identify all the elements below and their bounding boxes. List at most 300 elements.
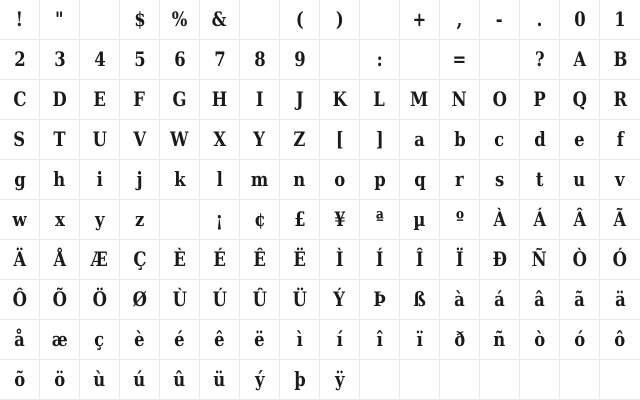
glyph-cell[interactable] — [240, 40, 280, 80]
glyph-cell[interactable] — [80, 0, 120, 40]
glyph-cell[interactable] — [160, 360, 200, 400]
glyph-character: ç — [94, 326, 105, 351]
glyph-cell[interactable] — [160, 320, 200, 360]
glyph-cell[interactable] — [40, 360, 80, 400]
glyph-cell[interactable] — [280, 40, 320, 80]
glyph-cell[interactable] — [80, 120, 120, 160]
glyph-character: Y — [253, 126, 266, 151]
glyph-cell[interactable] — [520, 240, 560, 280]
glyph-character: L — [373, 86, 386, 111]
glyph-character: ! — [15, 6, 24, 31]
glyph-character: Ú — [212, 286, 227, 311]
glyph-cell[interactable] — [600, 0, 640, 40]
glyph-character: ß — [413, 286, 426, 311]
glyph-cell[interactable] — [400, 280, 440, 320]
glyph-character: û — [173, 366, 186, 391]
glyph-cell[interactable] — [440, 360, 480, 400]
glyph-character: À — [493, 206, 506, 231]
glyph-character: ] — [375, 126, 384, 151]
glyph-cell[interactable] — [520, 200, 560, 240]
glyph-cell[interactable] — [80, 280, 120, 320]
glyph-character: T — [53, 126, 66, 151]
glyph-cell[interactable] — [320, 0, 360, 40]
glyph-cell[interactable] — [520, 0, 560, 40]
glyph-character: ä — [614, 286, 626, 311]
glyph-cell[interactable] — [560, 200, 600, 240]
glyph-character: I — [255, 86, 264, 111]
glyph-character: í — [336, 326, 343, 351]
glyph-cell[interactable] — [440, 200, 480, 240]
glyph-character: B — [613, 46, 627, 71]
glyph-character: e — [574, 126, 585, 151]
glyph-cell[interactable] — [0, 200, 40, 240]
glyph-character: ) — [335, 6, 344, 31]
glyph-cell[interactable] — [160, 80, 200, 120]
glyph-cell[interactable] — [80, 200, 120, 240]
glyph-cell[interactable] — [280, 240, 320, 280]
glyph-cell[interactable] — [80, 320, 120, 360]
glyph-character: ì — [296, 326, 303, 351]
glyph-character: D — [52, 86, 67, 111]
glyph-character: $ — [133, 6, 146, 31]
glyph-character: ý — [254, 366, 265, 391]
glyph-cell[interactable] — [560, 160, 600, 200]
glyph-character: " — [55, 6, 64, 31]
glyph-character: Å — [53, 246, 66, 271]
glyph-cell[interactable] — [240, 160, 280, 200]
glyph-character: Ñ — [532, 246, 547, 271]
glyph-cell[interactable] — [280, 0, 320, 40]
glyph-character: ë — [254, 326, 265, 351]
glyph-cell[interactable] — [200, 160, 240, 200]
glyph-character: x — [54, 206, 65, 231]
glyph-character: ? — [534, 46, 545, 71]
glyph-cell[interactable] — [520, 320, 560, 360]
glyph-cell[interactable] — [40, 0, 80, 40]
glyph-cell[interactable] — [360, 280, 400, 320]
glyph-cell[interactable] — [80, 360, 120, 400]
glyph-character: Ó — [612, 246, 628, 271]
glyph-cell[interactable] — [440, 120, 480, 160]
glyph-character: 4 — [93, 46, 106, 71]
glyph-cell[interactable] — [440, 40, 480, 80]
glyph-character: Ù — [172, 286, 187, 311]
glyph-cell[interactable] — [240, 120, 280, 160]
glyph-character: w — [12, 206, 27, 231]
glyph-cell[interactable] — [200, 280, 240, 320]
glyph-cell[interactable] — [240, 200, 280, 240]
glyph-cell[interactable] — [360, 120, 400, 160]
glyph-character: Æ — [91, 246, 108, 271]
glyph-cell[interactable] — [440, 160, 480, 200]
glyph-character: î — [376, 326, 383, 351]
glyph-character: = — [452, 46, 467, 71]
glyph-cell[interactable] — [560, 40, 600, 80]
glyph-cell[interactable] — [360, 360, 400, 400]
glyph-cell[interactable] — [360, 0, 400, 40]
glyph-character: Õ — [52, 286, 67, 311]
glyph-character: [ — [335, 126, 344, 151]
glyph-character: Û — [252, 286, 267, 311]
glyph-cell[interactable] — [160, 0, 200, 40]
glyph-cell[interactable] — [480, 360, 520, 400]
glyph-character: É — [213, 246, 226, 271]
glyph-cell[interactable] — [320, 160, 360, 200]
glyph-cell[interactable] — [0, 80, 40, 120]
glyph-cell[interactable] — [480, 160, 520, 200]
glyph-cell[interactable] — [440, 320, 480, 360]
glyph-character: g — [13, 166, 26, 191]
glyph-character: 2 — [13, 46, 26, 71]
glyph-character: Ð — [492, 246, 507, 271]
glyph-character: % — [171, 6, 188, 31]
glyph-cell[interactable] — [280, 320, 320, 360]
glyph-cell[interactable] — [40, 240, 80, 280]
glyph-cell[interactable] — [280, 80, 320, 120]
glyph-cell[interactable] — [200, 80, 240, 120]
glyph-cell[interactable] — [280, 280, 320, 320]
glyph-character: i — [96, 166, 103, 191]
glyph-character: ù — [93, 366, 106, 391]
glyph-cell[interactable] — [440, 240, 480, 280]
glyph-character: - — [496, 6, 503, 31]
glyph-character: ª — [375, 206, 384, 231]
glyph-cell[interactable] — [80, 160, 120, 200]
glyph-cell[interactable] — [480, 200, 520, 240]
glyph-character: t — [535, 166, 544, 191]
glyph-cell[interactable] — [400, 360, 440, 400]
glyph-character: Ô — [12, 286, 27, 311]
glyph-cell[interactable] — [280, 160, 320, 200]
glyph-cell[interactable] — [320, 280, 360, 320]
glyph-cell[interactable] — [600, 160, 640, 200]
glyph-cell[interactable] — [400, 0, 440, 40]
glyph-character: Ò — [572, 246, 587, 271]
glyph-cell[interactable] — [0, 40, 40, 80]
glyph-cell[interactable] — [400, 80, 440, 120]
glyph-character: ÿ — [334, 366, 345, 391]
glyph-character: k — [173, 166, 186, 191]
glyph-cell[interactable] — [160, 160, 200, 200]
glyph-cell[interactable] — [120, 360, 160, 400]
glyph-character: Z — [293, 126, 306, 151]
glyph-character: E — [93, 86, 106, 111]
glyph-cell[interactable] — [0, 0, 40, 40]
glyph-cell[interactable] — [200, 360, 240, 400]
glyph-cell[interactable] — [520, 80, 560, 120]
glyph-character: ò — [534, 326, 545, 351]
glyph-cell[interactable] — [440, 80, 480, 120]
glyph-character: 9 — [293, 46, 306, 71]
glyph-character: Ü — [292, 286, 307, 311]
glyph-cell[interactable] — [160, 280, 200, 320]
glyph-cell[interactable] — [280, 360, 320, 400]
glyph-character: â — [534, 286, 545, 311]
glyph-cell[interactable] — [200, 240, 240, 280]
glyph-character: á — [494, 286, 505, 311]
glyph-character: µ — [413, 206, 426, 231]
glyph-character: h — [53, 166, 66, 191]
glyph-character: 8 — [253, 46, 266, 71]
glyph-character: ð — [454, 326, 465, 351]
glyph-cell[interactable] — [400, 120, 440, 160]
glyph-character: C — [12, 86, 27, 111]
glyph-character: ¢ — [253, 206, 266, 231]
glyph-character: £ — [293, 206, 306, 231]
glyph-character: Þ — [373, 286, 386, 311]
glyph-cell[interactable] — [120, 40, 160, 80]
glyph-character: J — [295, 86, 304, 111]
glyph-cell[interactable] — [40, 320, 80, 360]
glyph-character: ñ — [493, 326, 506, 351]
glyph-character: Â — [573, 206, 586, 231]
glyph-character: ü — [213, 366, 226, 391]
glyph-cell[interactable] — [320, 120, 360, 160]
glyph-cell[interactable] — [400, 160, 440, 200]
glyph-cell[interactable] — [480, 280, 520, 320]
glyph-character: ô — [614, 326, 626, 351]
glyph-character: ( — [295, 6, 304, 31]
glyph-character: : — [376, 46, 383, 71]
glyph-cell[interactable] — [0, 120, 40, 160]
glyph-cell[interactable] — [360, 320, 400, 360]
glyph-cell[interactable] — [200, 0, 240, 40]
glyph-cell[interactable] — [560, 320, 600, 360]
glyph-character: H — [211, 86, 228, 111]
glyph-character: y — [94, 206, 105, 231]
glyph-character: º — [455, 206, 464, 231]
glyph-cell[interactable] — [0, 240, 40, 280]
glyph-character: 6 — [173, 46, 186, 71]
glyph-cell[interactable] — [400, 320, 440, 360]
glyph-cell[interactable] — [600, 200, 640, 240]
glyph-cell[interactable] — [0, 280, 40, 320]
glyph-cell[interactable] — [600, 120, 640, 160]
glyph-cell[interactable] — [0, 320, 40, 360]
glyph-character: Ø — [132, 286, 147, 311]
glyph-character: Ï — [455, 246, 464, 271]
glyph-character: n — [293, 166, 306, 191]
glyph-character: O — [492, 86, 507, 111]
glyph-cell[interactable] — [120, 200, 160, 240]
glyph-character: Ö — [92, 286, 107, 311]
glyph-cell[interactable] — [360, 40, 400, 80]
glyph-character: à — [454, 286, 465, 311]
glyph-cell[interactable] — [480, 120, 520, 160]
glyph-character: P — [533, 86, 546, 111]
glyph-cell[interactable] — [160, 240, 200, 280]
glyph-cell[interactable] — [0, 160, 40, 200]
glyph-character: Ä — [13, 246, 26, 271]
glyph-cell[interactable] — [320, 40, 360, 80]
glyph-cell[interactable] — [120, 240, 160, 280]
glyph-character: d — [533, 126, 546, 151]
glyph-cell[interactable] — [440, 280, 480, 320]
glyph-character: ê — [214, 326, 225, 351]
glyph-cell[interactable] — [240, 240, 280, 280]
glyph-cell[interactable] — [40, 200, 80, 240]
glyph-character: È — [173, 246, 186, 271]
glyph-cell[interactable] — [480, 0, 520, 40]
glyph-cell[interactable] — [160, 120, 200, 160]
glyph-cell[interactable] — [560, 360, 600, 400]
glyph-cell[interactable] — [480, 240, 520, 280]
glyph-cell[interactable] — [560, 280, 600, 320]
glyph-character: Ë — [293, 246, 306, 271]
glyph-cell[interactable] — [360, 240, 400, 280]
glyph-cell[interactable] — [40, 120, 80, 160]
glyph-character: Á — [533, 206, 546, 231]
glyph-character: & — [212, 6, 227, 31]
glyph-character: þ — [293, 366, 306, 391]
glyph-cell[interactable] — [120, 280, 160, 320]
glyph-cell[interactable] — [320, 80, 360, 120]
glyph-character: U — [92, 126, 107, 151]
glyph-character: Ã — [613, 206, 627, 231]
glyph-cell[interactable] — [160, 40, 200, 80]
glyph-cell[interactable] — [120, 0, 160, 40]
glyph-character: 3 — [53, 46, 66, 71]
glyph-cell[interactable] — [40, 160, 80, 200]
glyph-character: R — [613, 86, 627, 111]
glyph-character: Ê — [253, 246, 266, 271]
glyph-character: . — [536, 6, 543, 31]
glyph-cell[interactable] — [320, 360, 360, 400]
glyph-cell[interactable] — [520, 40, 560, 80]
glyph-character: V — [133, 126, 146, 151]
glyph-character: a — [414, 126, 425, 151]
glyph-character: l — [216, 166, 223, 191]
glyph-cell[interactable] — [560, 80, 600, 120]
glyph-cell[interactable] — [400, 200, 440, 240]
glyph-character: æ — [51, 326, 68, 351]
glyph-character: ã — [574, 286, 585, 311]
glyph-character: 0 — [573, 6, 586, 31]
glyph-character: 7 — [213, 46, 226, 71]
glyph-character: 5 — [133, 46, 146, 71]
glyph-cell[interactable] — [520, 280, 560, 320]
glyph-character: ö — [54, 366, 65, 391]
glyph-cell[interactable] — [40, 40, 80, 80]
glyph-character: ¥ — [333, 206, 346, 231]
glyph-character: c — [494, 126, 505, 151]
glyph-cell[interactable] — [120, 80, 160, 120]
glyph-cell[interactable] — [80, 40, 120, 80]
glyph-character: ó — [574, 326, 585, 351]
glyph-cell[interactable] — [80, 80, 120, 120]
glyph-cell[interactable] — [240, 80, 280, 120]
glyph-cell[interactable] — [360, 200, 400, 240]
glyph-cell[interactable] — [200, 120, 240, 160]
glyph-cell[interactable] — [80, 240, 120, 280]
glyph-character: Ì — [335, 246, 344, 271]
glyph-cell[interactable] — [600, 80, 640, 120]
glyph-character: ï — [416, 326, 423, 351]
glyph-character: õ — [14, 366, 25, 391]
glyph-cell[interactable] — [320, 240, 360, 280]
glyph-character: K — [332, 86, 347, 111]
glyph-cell[interactable] — [120, 120, 160, 160]
glyph-cell[interactable] — [160, 200, 200, 240]
glyph-character: s — [494, 166, 505, 191]
glyph-cell[interactable] — [600, 280, 640, 320]
glyph-character: Î — [415, 246, 424, 271]
glyph-cell[interactable] — [40, 80, 80, 120]
glyph-cell[interactable] — [600, 320, 640, 360]
glyph-character: r — [455, 166, 464, 191]
glyph-character: Ý — [333, 286, 346, 311]
glyph-cell[interactable] — [320, 200, 360, 240]
glyph-cell[interactable] — [120, 320, 160, 360]
glyph-character: f — [616, 126, 624, 151]
glyph-character: q — [413, 166, 426, 191]
glyph-cell[interactable] — [400, 40, 440, 80]
glyph-cell[interactable] — [280, 120, 320, 160]
glyph-cell[interactable] — [440, 0, 480, 40]
glyph-character: S — [13, 126, 26, 151]
glyph-cell[interactable] — [600, 40, 640, 80]
glyph-cell[interactable] — [400, 240, 440, 280]
glyph-cell[interactable] — [200, 320, 240, 360]
glyph-character: F — [133, 86, 146, 111]
glyph-cell[interactable] — [240, 280, 280, 320]
glyph-cell[interactable] — [200, 200, 240, 240]
glyph-cell[interactable] — [600, 240, 640, 280]
glyph-character: j — [136, 166, 143, 191]
glyph-character: ¡ — [215, 206, 224, 231]
glyph-cell[interactable] — [560, 120, 600, 160]
glyph-character: p — [373, 166, 386, 191]
glyph-cell[interactable] — [240, 320, 280, 360]
glyph-cell[interactable] — [360, 80, 400, 120]
glyph-character: z — [134, 206, 145, 231]
glyph-cell[interactable] — [120, 160, 160, 200]
glyph-cell[interactable] — [240, 360, 280, 400]
glyph-cell[interactable] — [520, 120, 560, 160]
glyph-character: Q — [572, 86, 587, 111]
glyph-cell[interactable] — [560, 240, 600, 280]
glyph-character: Í — [375, 246, 384, 271]
glyph-character: 1 — [614, 6, 626, 31]
glyph-character: G — [172, 86, 187, 111]
glyph-cell[interactable] — [480, 320, 520, 360]
glyph-cell[interactable] — [560, 0, 600, 40]
glyph-cell[interactable] — [280, 200, 320, 240]
glyph-character: M — [410, 86, 429, 111]
glyph-cell[interactable] — [480, 80, 520, 120]
glyph-character: u — [573, 166, 586, 191]
glyph-character: A — [573, 46, 586, 71]
glyph-cell[interactable] — [200, 40, 240, 80]
glyph-cell[interactable] — [520, 160, 560, 200]
glyph-cell[interactable] — [480, 40, 520, 80]
glyph-character: o — [334, 166, 345, 191]
glyph-character: b — [453, 126, 466, 151]
glyph-character: N — [452, 86, 467, 111]
glyph-cell[interactable] — [0, 360, 40, 400]
glyph-character: X — [213, 126, 226, 151]
glyph-character: , — [456, 6, 463, 31]
glyph-cell[interactable] — [520, 360, 560, 400]
glyph-character: è — [134, 326, 145, 351]
glyph-cell[interactable] — [360, 160, 400, 200]
glyph-cell[interactable] — [40, 280, 80, 320]
glyph-cell[interactable] — [240, 0, 280, 40]
glyph-cell[interactable] — [600, 360, 640, 400]
glyph-character: W — [170, 126, 189, 151]
glyph-cell[interactable] — [320, 320, 360, 360]
glyph-character: Ç — [132, 246, 147, 271]
